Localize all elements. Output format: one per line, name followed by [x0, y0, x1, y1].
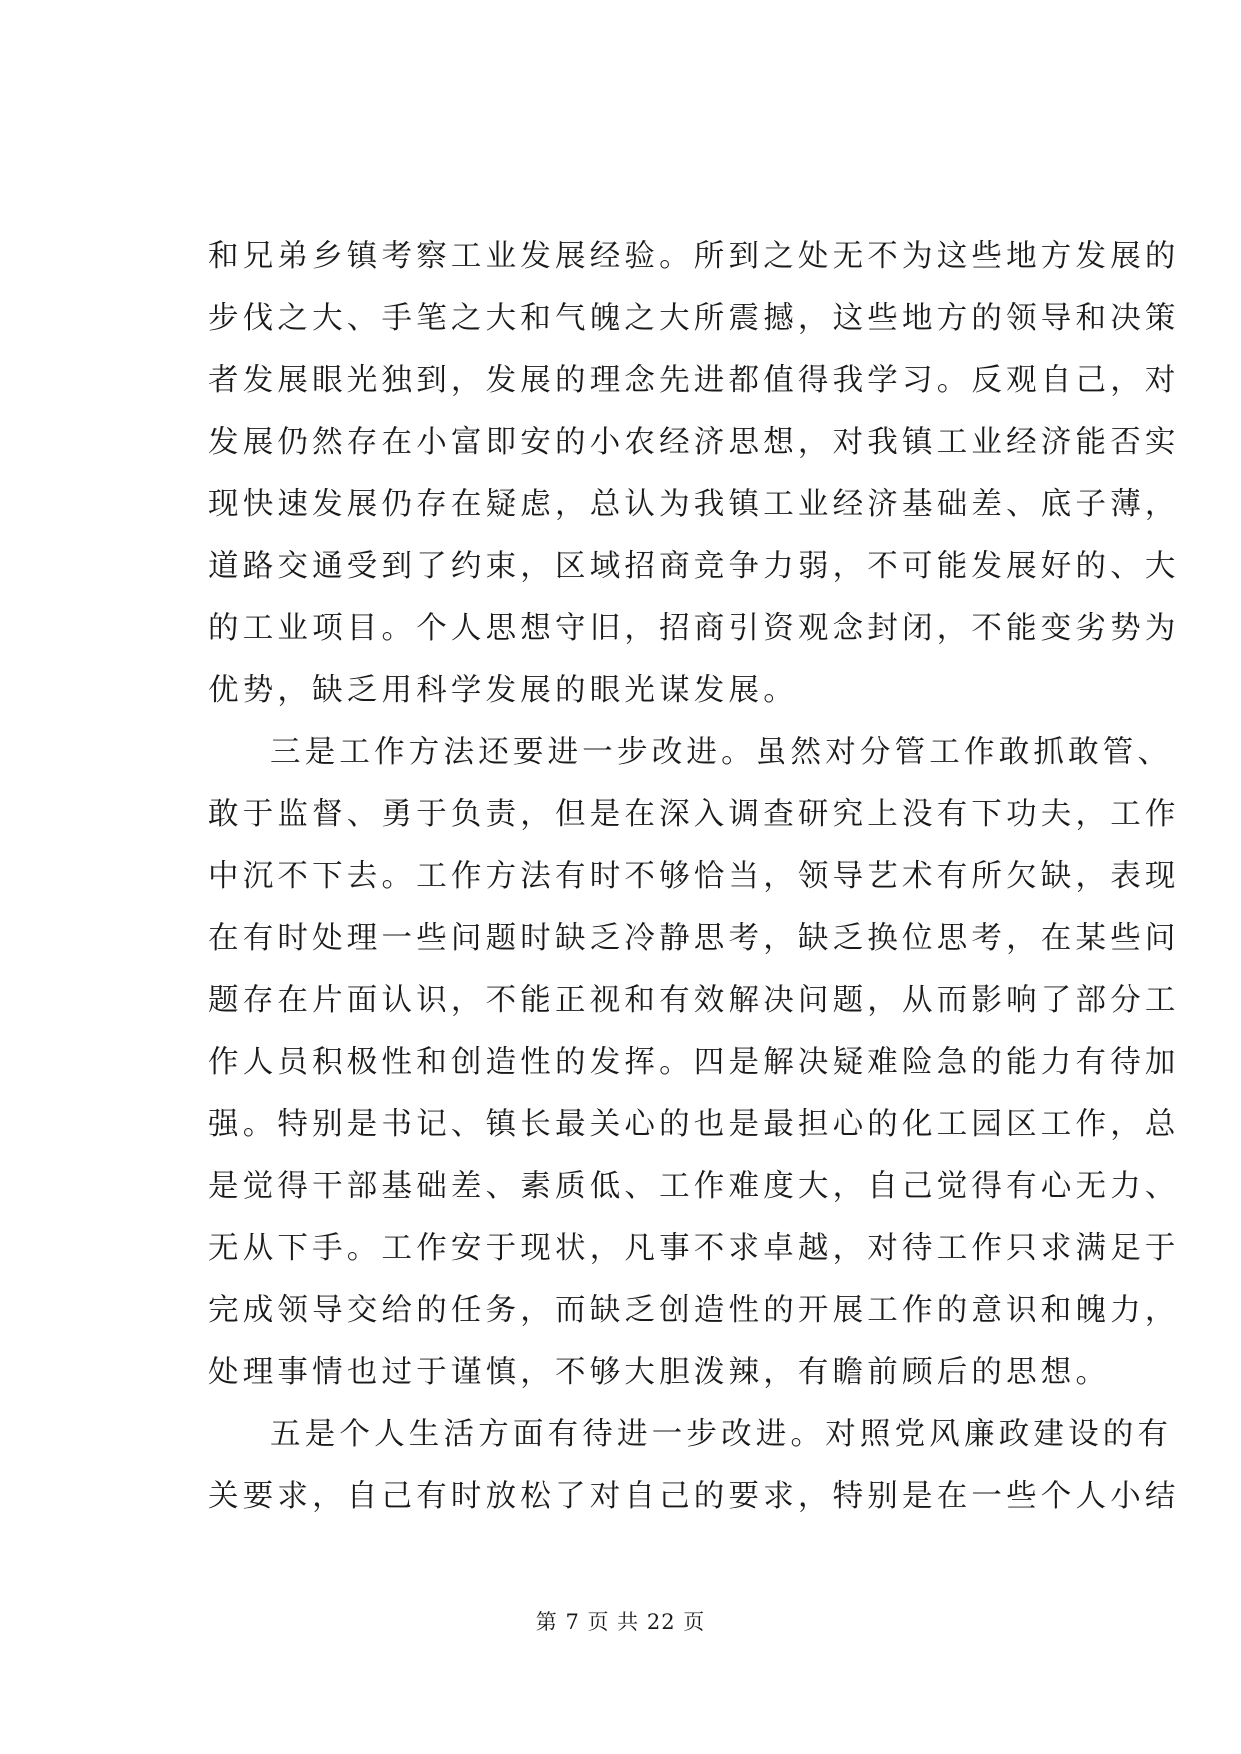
- text-line-7: 的工业项目。个人思想守旧，招商引资观念封闭，不能变劣势为: [208, 611, 1180, 646]
- text-line-15: 强。特别是书记、镇长最关心的也是最担心的化工园区工作，总: [208, 1107, 1180, 1142]
- text-line-8: 优势，缺乏用科学发展的眼光谋发展。: [208, 673, 798, 708]
- text-line-5: 现快速发展仍存在疑虑，总认为我镇工业经济基础差、底子薄，: [208, 487, 1180, 522]
- text-line-6: 道路交通受到了约束，区域招商竞争力弱，不可能发展好的、大: [208, 549, 1180, 584]
- text-line-12: 在有时处理一些问题时缺乏冷静思考，缺乏换位思考，在某些问: [208, 921, 1180, 956]
- text-line-1: 和兄弟乡镇考察工业发展经验。所到之处无不为这些地方发展的: [208, 239, 1180, 274]
- text-line-16: 是觉得干部基础差、素质低、工作难度大，自己觉得有心无力、: [208, 1169, 1180, 1204]
- text-line-2: 步伐之大、手笔之大和气魄之大所震撼，这些地方的领导和决策: [208, 301, 1180, 336]
- text-line-18: 完成领导交给的任务，而缺乏创造性的开展工作的意识和魄力，: [208, 1293, 1180, 1328]
- text-line-19: 处理事情也过于谨慎，不够大胆泼辣，有瞻前顾后的思想。: [208, 1355, 1111, 1390]
- page-number-label: 第 7 页 共 22 页: [535, 1610, 706, 1634]
- text-line-11: 中沉不下去。工作方法有时不够恰当，领导艺术有所欠缺，表现: [208, 859, 1180, 894]
- text-line-21: 关要求，自己有时放松了对自己的要求，特别是在一些个人小结: [208, 1479, 1180, 1514]
- body-text: [208, 226, 1180, 1528]
- text-line-17: 无从下手。工作安于现状，凡事不求卓越，对待工作只求满足于: [208, 1231, 1180, 1266]
- text-line-10: 敢于监督、勇于负责，但是在深入调查研究上没有下功夫，工作: [208, 797, 1180, 832]
- text-line-13: 题存在片面认识，不能正视和有效解决问题，从而影响了部分工: [208, 983, 1180, 1018]
- text-line-3: 者发展眼光独到，发展的理念先进都值得我学习。反观自己，对: [208, 363, 1180, 398]
- text-line-4: 发展仍然存在小富即安的小农经济思想，对我镇工业经济能否实: [208, 425, 1180, 460]
- text-line-14: 作人员积极性和创造性的发挥。四是解决疑难险急的能力有待加: [208, 1045, 1180, 1080]
- text-line-9: 三是工作方法还要进一步改进。虽然对分管工作敢抓敢管、: [270, 735, 1173, 770]
- text-line-20: 五是个人生活方面有待进一步改进。对照党风廉政建设的有: [270, 1417, 1173, 1452]
- page-footer: [0, 1606, 1241, 1636]
